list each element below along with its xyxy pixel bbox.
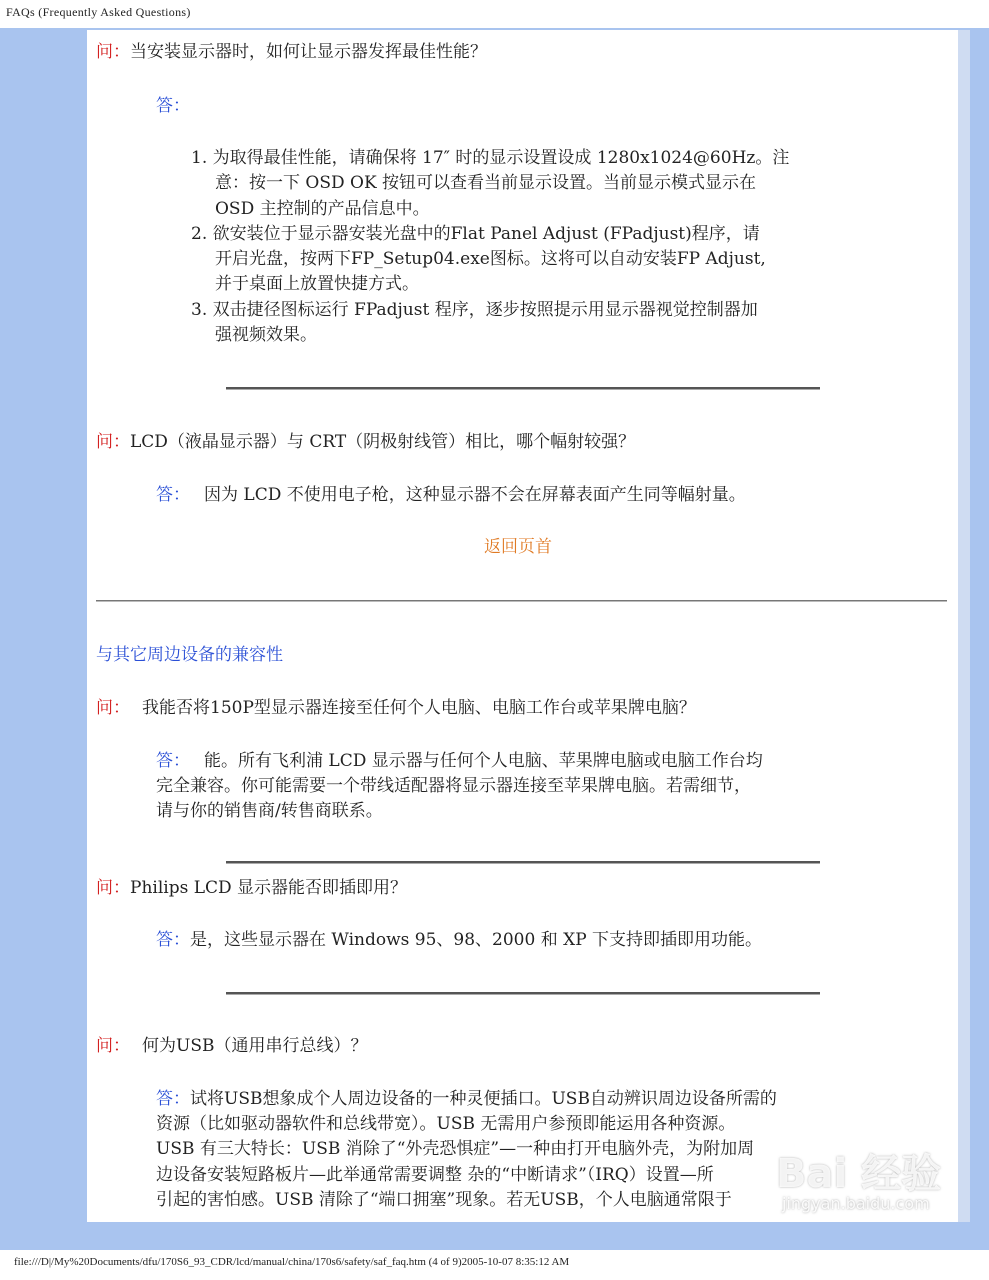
faq1-item3-line2: 强视频效果。 bbox=[215, 325, 317, 345]
faq4-answer-row bbox=[156, 928, 762, 953]
divider bbox=[226, 992, 820, 995]
q-label: 问： bbox=[96, 432, 130, 452]
faq5-question: 何为USB（通用串行总线）？ bbox=[142, 1036, 368, 1056]
faq3-question: 我能否将150P型显示器连接至任何个人电脑、电脑工作台或苹果牌电脑？ bbox=[142, 698, 696, 718]
faq5-answer-line5: 引起的害怕感。USB 清除了“端口拥塞”现象。若无USB，个人电脑通常限于 bbox=[156, 1190, 732, 1210]
page-footer: file:///D|/My%20Documents/dfu/170S6_93_CDR/lcd/manual/china/170s6/safety/saf_faq.htm (4 of 9)2005-10-07 8:35:12 AM bbox=[14, 1256, 570, 1268]
faq4-question: Philips LCD 显示器能否即插即用？ bbox=[130, 878, 408, 898]
faq5-answer-line3: USB 有三大特长：USB 消除了“外壳恐惧症”—一种由打开电脑外壳，为附加周 bbox=[156, 1139, 755, 1159]
a-label: 答： bbox=[156, 485, 190, 505]
faq3-answer-line1 bbox=[156, 749, 763, 774]
faq1-question: 当安装显示器时，如何让显示器发挥最佳性能？ bbox=[130, 42, 487, 62]
faq1-answer-label: 答： bbox=[156, 96, 190, 116]
faq3-answer-text1: 能。所有飞利浦 LCD 显示器与任何个人电脑、苹果牌电脑或电脑工作台均 bbox=[204, 751, 763, 771]
faq1-item2-line2: 开启光盘，按两下FP_Setup04.exe图标。这将可以自动安装FP Adjust, bbox=[215, 249, 766, 269]
watermark bbox=[776, 1142, 976, 1222]
faq1-question-row bbox=[96, 40, 487, 65]
faq2-question-row bbox=[96, 430, 635, 455]
faq5-answer-text1: 试将USB想象成个人周边设备的一种灵便插口。USB自动辨识周边设备所需的 bbox=[190, 1089, 777, 1109]
faq3-question-row bbox=[96, 696, 696, 721]
section-title: 与其它周边设备的兼容性 bbox=[96, 645, 283, 665]
faq1-item2-line1: 2. 欲安装位于显示器安装光盘中的Flat Panel Adjust (FPadjust)程序，请 bbox=[191, 224, 760, 244]
watermark-url: jingyan.baidu.com bbox=[782, 1194, 930, 1213]
watermark-logo: Bai 经验 bbox=[776, 1151, 942, 1197]
q-label: 问： bbox=[96, 878, 130, 898]
a-label: 答： bbox=[156, 1089, 190, 1109]
faq5-answer-line2: 资源（比如驱动器软件和总线带宽）。USB 无需用户参预即能运用各种资源。 bbox=[156, 1114, 736, 1134]
faq1-item2-line3: 并于桌面上放置快捷方式。 bbox=[215, 274, 419, 294]
content-area bbox=[87, 30, 970, 1222]
faq1-item1-line1: 1. 为取得最佳性能，请确保将 17″ 时的显示设置设成 1280x1024@60Hz。注 bbox=[191, 148, 790, 168]
faq2-answer-row bbox=[156, 483, 746, 508]
faq1-item3-line1: 3. 双击捷径图标运行 FPadjust 程序，逐步按照提示用显示器视觉控制器加 bbox=[191, 300, 758, 320]
a-label: 答： bbox=[156, 930, 190, 950]
faq5-answer-line4: 边设备安装短路板片—此举通常需要调整 杂的“中断请求”（IRQ）设置—所 bbox=[156, 1165, 714, 1185]
a-label: 答： bbox=[156, 751, 190, 771]
back-to-top-link[interactable]: 返回页首 bbox=[484, 537, 552, 557]
q-label: 问： bbox=[96, 1036, 130, 1056]
section-divider bbox=[96, 600, 947, 602]
faq2-answer: 因为 LCD 不使用电子枪，这种显示器不会在屏幕表面产生同等幅射量。 bbox=[204, 485, 746, 505]
right-border bbox=[958, 30, 970, 1222]
page-header: FAQs (Frequently Asked Questions) bbox=[6, 5, 191, 19]
faq3-answer-line3: 请与你的销售商/转售商联系。 bbox=[156, 801, 383, 821]
divider bbox=[226, 387, 820, 390]
faq5-answer-line1 bbox=[156, 1087, 777, 1112]
faq4-answer: 是，这些显示器在 Windows 95、98、2000 和 XP 下支持即插即用功能。 bbox=[190, 930, 763, 950]
faq5-question-row bbox=[96, 1034, 367, 1059]
faq2-question: LCD（液晶显示器）与 CRT（阴极射线管）相比，哪个幅射较强？ bbox=[130, 432, 636, 452]
q-label: 问： bbox=[96, 698, 130, 718]
faq3-answer-line2: 完全兼容。你可能需要一个带线适配器将显示器连接至苹果牌电脑。若需细节， bbox=[156, 776, 751, 796]
divider bbox=[226, 861, 820, 864]
q-label: 问： bbox=[96, 42, 130, 62]
faq1-item1-line2: 意：按一下 OSD OK 按钮可以查看当前显示设置。当前显示模式显示在 bbox=[215, 173, 757, 193]
faq1-item1-line3: OSD 主控制的产品信息中。 bbox=[215, 199, 430, 219]
faq4-question-row bbox=[96, 876, 407, 901]
